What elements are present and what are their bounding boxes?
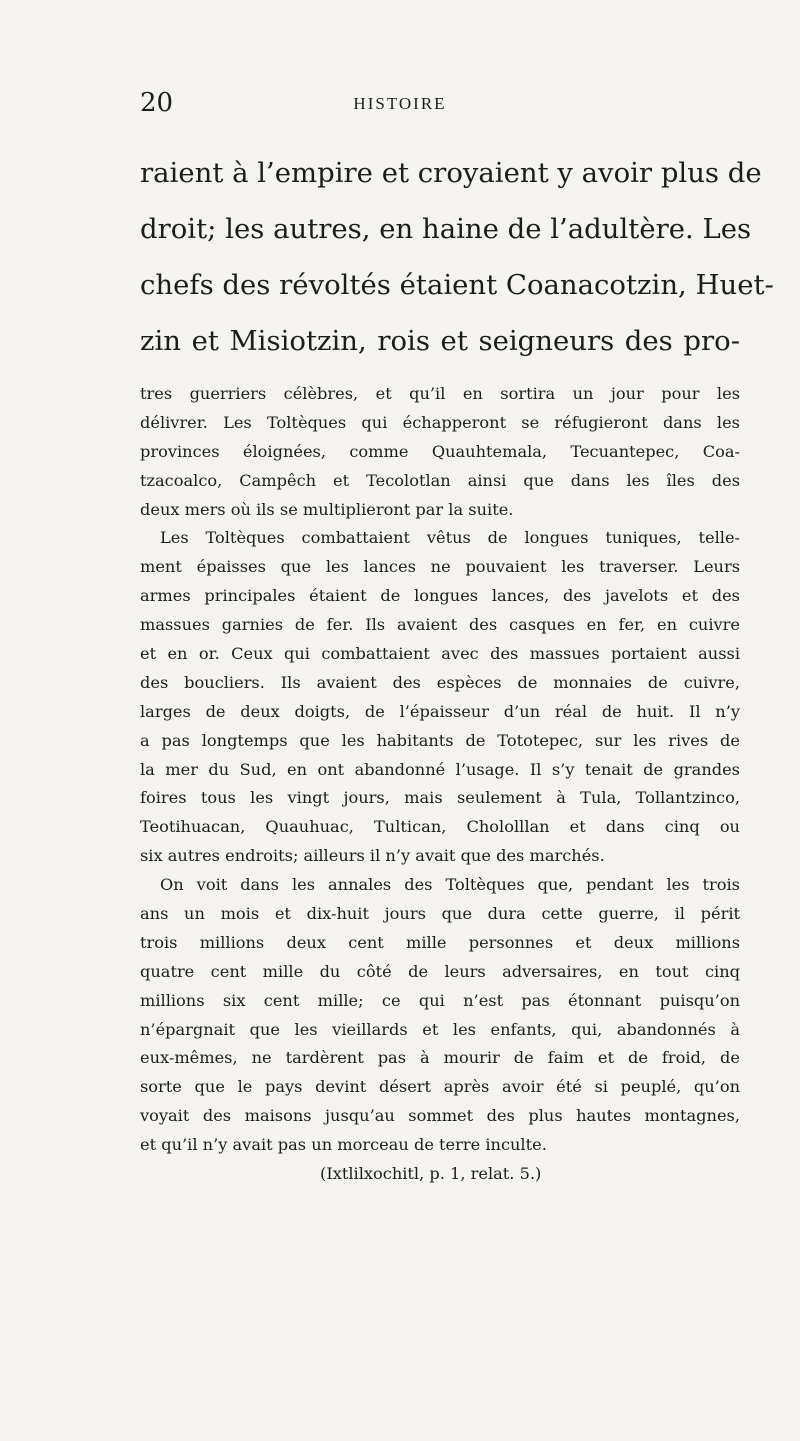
text-line: droit; les autres, en haine de l’adultère. Les bbox=[140, 213, 752, 245]
note-line: et en or. Ceux qui combattaient avec des massues portaient aussi bbox=[140, 644, 740, 664]
note-line: provinces éloignées, comme Quauhtemala, Tecuantepec, Coa- bbox=[140, 441, 740, 461]
note-line: foires tous les vingt jours, mais seulement à Tula, Tollantzinco, bbox=[140, 788, 740, 808]
note-line: massues garnies de fer. Ils avaient des casques en fer, en cuivre bbox=[140, 615, 740, 635]
note-line: quatre cent mille du côté de leurs adversaires, en tout cinq bbox=[140, 961, 740, 981]
note-line: délivrer. Les Toltèques qui échapperont se réfugieront dans les bbox=[140, 412, 740, 432]
text-line: zin et Misiotzin, rois et seigneurs des pro- bbox=[140, 325, 740, 357]
note-line: tres guerriers célèbres, et qu’il en sortira un jour pour les bbox=[140, 384, 740, 403]
text-line: raient à l’empire et croyaient y avoir plus de bbox=[140, 157, 762, 189]
text-line: chefs des révoltés étaient Coanacotzin, Huet- bbox=[140, 269, 774, 301]
running-title: HISTOIRE bbox=[353, 94, 447, 113]
note-line: trois millions deux cent mille personnes et deux millions bbox=[140, 932, 740, 952]
note-line: six autres endroits; ailleurs il n’y avait que des marchés. bbox=[140, 846, 605, 866]
note-line: tzacoalco, Campêch et Tecolotlan ainsi que dans les îles des bbox=[140, 470, 740, 490]
note-line: des boucliers. Ils avaient des espèces de monnaies de cuivre, bbox=[140, 672, 740, 692]
note-text bbox=[140, 380, 740, 1189]
note-line: eux-mêmes, ne tardèrent pas à mourir de faim et de froid, de bbox=[140, 1048, 740, 1068]
note-line: larges de deux doigts, de l’épaisseur d’un réal de huit. Il n’y bbox=[140, 701, 740, 721]
note-line: et qu’il n’y avait pas un morceau de terre inculte. bbox=[140, 1135, 547, 1155]
note-line: Les Toltèques combattaient vêtus de longues tuniques, telle- bbox=[160, 528, 740, 548]
page-number: 20 bbox=[140, 88, 174, 118]
note-line: ans un mois et dix-huit jours que dura cette guerre, il périt bbox=[140, 904, 740, 924]
note-line: voyait des maisons jusqu’au sommet des plus hautes montagnes, bbox=[140, 1106, 740, 1126]
note-line: n’épargnait que les vieillards et les enfants, qui, abandonnés à bbox=[140, 1019, 740, 1039]
note-line: sorte que le pays devint désert après avoir été si peuplé, qu’on bbox=[140, 1077, 740, 1097]
note-line: a pas longtemps que les habitants de Tototepec, sur les rives de bbox=[140, 730, 740, 750]
citation: (Ixtlilxochitl, p. 1, relat. 5.) bbox=[320, 1164, 542, 1184]
note-line: deux mers où ils se multiplieront par la suite. bbox=[140, 499, 514, 519]
note-line: On voit dans les annales des Toltèques que, pendant les trois bbox=[160, 875, 740, 895]
note-line: la mer du Sud, en ont abandonné l’usage. Il s’y tenait de grandes bbox=[140, 759, 740, 779]
note-line: millions six cent mille; ce qui n’est pas étonnant puisqu’on bbox=[140, 990, 740, 1010]
note-line: Teotihuacan, Quauhuac, Tultican, Chololllan et dans cinq ou bbox=[140, 817, 740, 837]
main-paragraph bbox=[140, 145, 774, 369]
note-line: armes principales étaient de longues lances, des javelots et des bbox=[140, 586, 740, 606]
note-line: ment épaisses que les lances ne pouvaient les traverser. Leurs bbox=[140, 557, 740, 577]
